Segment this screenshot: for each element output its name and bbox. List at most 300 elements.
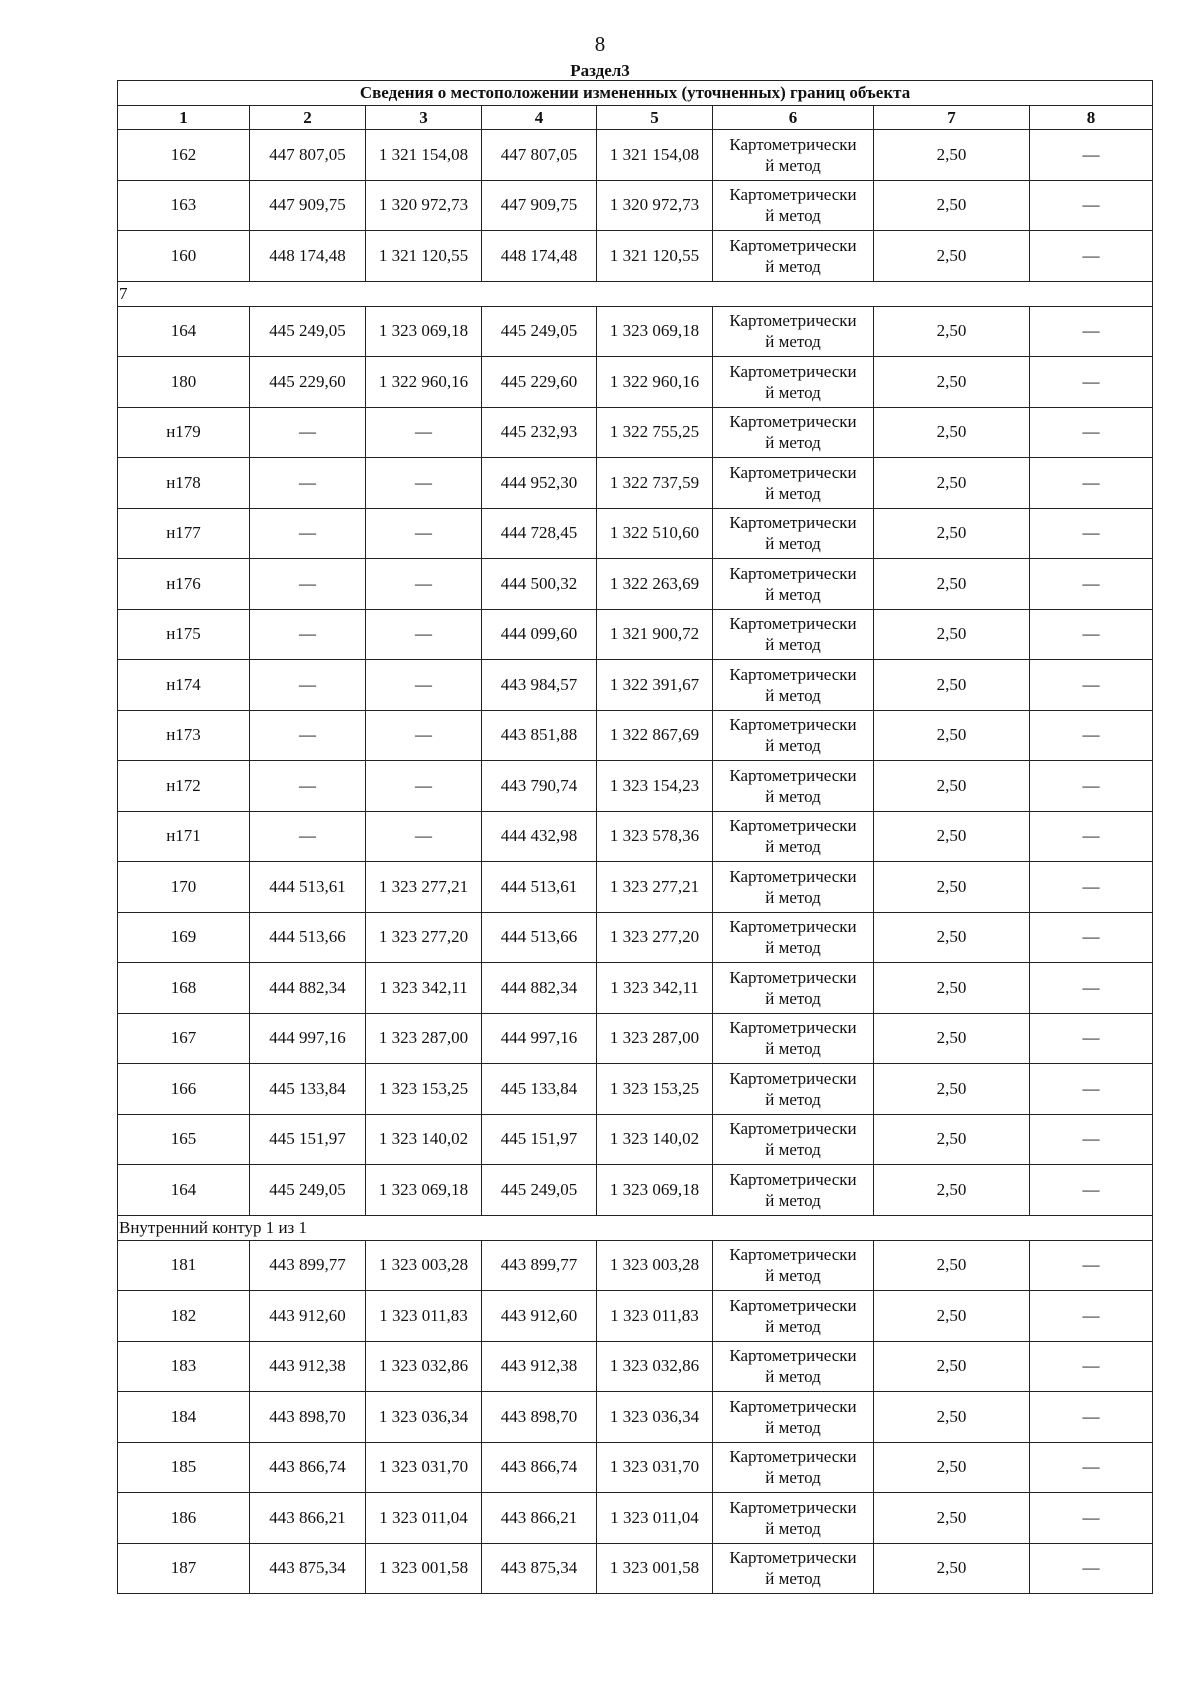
y-old-cell: 1 323 069,18 [366,306,482,357]
y-new-cell: 1 322 737,59 [597,458,713,509]
accuracy-cell: 2,50 [874,1240,1030,1291]
method-text-line2: й метод [765,635,821,655]
method-text-line1: Картометрически [729,1245,857,1265]
table-row [118,1240,1153,1291]
x-old-cell: 445 249,05 [250,306,366,357]
accuracy-cell: 2,50 [874,508,1030,559]
x-new-cell: 445 151,97 [482,1114,597,1165]
description-cell: — [1030,963,1153,1014]
point-number-cell: н171 [118,811,250,862]
point-number-cell: 183 [118,1341,250,1392]
x-new-cell: 443 790,74 [482,761,597,812]
x-old-cell: — [250,508,366,559]
method-cell [713,508,874,559]
accuracy-cell: 2,50 [874,1493,1030,1544]
y-old-cell: 1 323 069,18 [366,1165,482,1216]
description-cell: — [1030,761,1153,812]
x-old-cell: 445 229,60 [250,357,366,408]
table-title: Сведения о местоположении измененных (уточненных) границ объекта [118,81,1153,106]
y-old-cell: 1 323 011,83 [366,1291,482,1342]
method-text-line2: й метод [765,584,821,604]
description-cell: — [1030,1064,1153,1115]
point-number-cell: 163 [118,180,250,231]
description-cell: — [1030,609,1153,660]
method-cell [713,710,874,761]
y-new-cell: 1 323 154,23 [597,761,713,812]
method-cell [713,407,874,458]
y-new-cell: 1 323 031,70 [597,1442,713,1493]
method-text-line2: й метод [765,155,821,175]
table-row [118,862,1153,913]
description-cell: — [1030,1493,1153,1544]
point-number-cell: 169 [118,912,250,963]
method-text-line2: й метод [765,736,821,756]
accuracy-cell: 2,50 [874,1543,1030,1594]
x-old-cell: 443 866,21 [250,1493,366,1544]
y-old-cell: 1 323 032,86 [366,1341,482,1392]
x-old-cell: 444 882,34 [250,963,366,1014]
x-new-cell: 443 866,74 [482,1442,597,1493]
table-title-row [118,81,1153,106]
accuracy-cell: 2,50 [874,963,1030,1014]
table-body [118,130,1153,1594]
y-old-cell: — [366,559,482,610]
method-text-line1: Картометрически [729,1548,857,1568]
method-text-line2: й метод [765,256,821,276]
accuracy-cell: 2,50 [874,357,1030,408]
y-old-cell: — [366,609,482,660]
method-cell [713,811,874,862]
method-cell [713,1240,874,1291]
x-old-cell: 444 513,66 [250,912,366,963]
method-text-line2: й метод [765,1569,821,1589]
method-text-line2: й метод [765,1089,821,1109]
x-old-cell: — [250,458,366,509]
y-old-cell: 1 321 154,08 [366,130,482,181]
accuracy-cell: 2,50 [874,231,1030,282]
method-cell [713,1013,874,1064]
contour-group-label: 7 [118,281,1153,306]
method-text-line1: Картометрически [729,513,857,533]
method-text-line2: й метод [765,1417,821,1437]
method-text-line2: й метод [765,483,821,503]
point-number-cell: 164 [118,306,250,357]
method-text-line2: й метод [765,382,821,402]
table-row [118,1165,1153,1216]
x-old-cell: — [250,811,366,862]
method-text-line1: Картометрически [729,614,857,634]
accuracy-cell: 2,50 [874,710,1030,761]
x-old-cell: 443 912,38 [250,1341,366,1392]
page-number: 8 [594,32,606,56]
point-number-cell: 185 [118,1442,250,1493]
description-cell: — [1030,130,1153,181]
accuracy-cell: 2,50 [874,912,1030,963]
y-new-cell: 1 323 069,18 [597,1165,713,1216]
point-number-cell: 164 [118,1165,250,1216]
method-text-line1: Картометрически [729,311,857,331]
method-text-line2: й метод [765,837,821,857]
y-new-cell: 1 322 263,69 [597,559,713,610]
column-number-row [118,106,1153,130]
method-cell [713,1064,874,1115]
y-old-cell: — [366,710,482,761]
x-old-cell: 443 875,34 [250,1543,366,1594]
method-cell [713,180,874,231]
section-title: Раздел3 [570,61,630,80]
y-new-cell: 1 321 154,08 [597,130,713,181]
method-text-line2: й метод [765,1039,821,1059]
table-row [118,710,1153,761]
y-new-cell: 1 323 036,34 [597,1392,713,1443]
y-new-cell: 1 322 510,60 [597,508,713,559]
accuracy-cell: 2,50 [874,1064,1030,1115]
column-number: 5 [597,106,713,130]
table-row [118,1392,1153,1443]
table-row [118,559,1153,610]
x-new-cell: 444 997,16 [482,1013,597,1064]
method-text-line1: Картометрически [729,1018,857,1038]
accuracy-cell: 2,50 [874,1013,1030,1064]
table-row [118,1543,1153,1594]
method-text-line2: й метод [765,1367,821,1387]
description-cell: — [1030,1240,1153,1291]
y-new-cell: 1 323 001,58 [597,1543,713,1594]
method-text-line2: й метод [765,433,821,453]
x-new-cell: 444 513,61 [482,862,597,913]
table-row [118,407,1153,458]
y-old-cell: 1 323 342,11 [366,963,482,1014]
method-text-line1: Картометрически [729,1119,857,1139]
x-new-cell: 443 984,57 [482,660,597,711]
method-cell [713,1493,874,1544]
x-new-cell: 444 432,98 [482,811,597,862]
method-text-line1: Картометрически [729,134,857,154]
description-cell: — [1030,1543,1153,1594]
contour-group-label: Внутренний контур 1 из 1 [118,1215,1153,1240]
accuracy-cell: 2,50 [874,306,1030,357]
method-text-line2: й метод [765,887,821,907]
table-row [118,1341,1153,1392]
method-text-line2: й метод [765,1316,821,1336]
table-row [118,231,1153,282]
accuracy-cell: 2,50 [874,1341,1030,1392]
x-old-cell: — [250,761,366,812]
point-number-cell: 170 [118,862,250,913]
method-text-line1: Картометрически [729,866,857,886]
method-cell [713,761,874,812]
table-row [118,609,1153,660]
column-number: 8 [1030,106,1153,130]
method-text-line1: Картометрически [729,816,857,836]
coordinates-table [117,80,1153,1594]
description-cell: — [1030,660,1153,711]
description-cell: — [1030,1442,1153,1493]
point-number-cell: н175 [118,609,250,660]
x-old-cell: 443 899,77 [250,1240,366,1291]
x-new-cell: 445 249,05 [482,1165,597,1216]
y-new-cell: 1 323 140,02 [597,1114,713,1165]
method-text-line2: й метод [765,1140,821,1160]
method-cell [713,862,874,913]
x-old-cell: 443 898,70 [250,1392,366,1443]
method-text-line1: Картометрически [729,361,857,381]
y-old-cell: 1 323 140,02 [366,1114,482,1165]
x-new-cell: 444 952,30 [482,458,597,509]
y-new-cell: 1 323 011,04 [597,1493,713,1544]
description-cell: — [1030,458,1153,509]
method-text-line2: й метод [765,1518,821,1538]
method-text-line1: Картометрически [729,1497,857,1517]
method-cell [713,306,874,357]
description-cell: — [1030,1013,1153,1064]
description-cell: — [1030,559,1153,610]
x-new-cell: 447 807,05 [482,130,597,181]
x-new-cell: 445 229,60 [482,357,597,408]
x-old-cell: — [250,609,366,660]
y-old-cell: 1 323 031,70 [366,1442,482,1493]
x-new-cell: 445 249,05 [482,306,597,357]
column-number: 7 [874,106,1030,130]
method-cell [713,660,874,711]
method-text-line1: Картометрически [729,1169,857,1189]
point-number-cell: 181 [118,1240,250,1291]
method-text-line2: й метод [765,988,821,1008]
point-number-cell: 184 [118,1392,250,1443]
y-old-cell: — [366,407,482,458]
table-row [118,1442,1153,1493]
description-cell: — [1030,1114,1153,1165]
description-cell: — [1030,710,1153,761]
x-new-cell: 443 912,38 [482,1341,597,1392]
y-old-cell: 1 323 277,20 [366,912,482,963]
x-new-cell: 443 851,88 [482,710,597,761]
y-new-cell: 1 323 287,00 [597,1013,713,1064]
x-new-cell: 444 728,45 [482,508,597,559]
accuracy-cell: 2,50 [874,862,1030,913]
accuracy-cell: 2,50 [874,761,1030,812]
table-row [118,180,1153,231]
y-new-cell: 1 323 153,25 [597,1064,713,1115]
method-cell [713,1165,874,1216]
table-row [118,761,1153,812]
point-number-cell: н177 [118,508,250,559]
description-cell: — [1030,811,1153,862]
x-old-cell: 443 912,60 [250,1291,366,1342]
method-cell [713,458,874,509]
method-text-line1: Картометрически [729,185,857,205]
x-old-cell: 448 174,48 [250,231,366,282]
point-number-cell: н179 [118,407,250,458]
accuracy-cell: 2,50 [874,407,1030,458]
x-new-cell: 445 232,93 [482,407,597,458]
method-text-line1: Картометрически [729,1447,857,1467]
description-cell: — [1030,180,1153,231]
x-old-cell: — [250,710,366,761]
x-new-cell: 444 882,34 [482,963,597,1014]
contour-group-row [118,1215,1153,1240]
y-old-cell: 1 323 287,00 [366,1013,482,1064]
x-old-cell: 443 866,74 [250,1442,366,1493]
accuracy-cell: 2,50 [874,1291,1030,1342]
y-old-cell: 1 323 001,58 [366,1543,482,1594]
accuracy-cell: 2,50 [874,1442,1030,1493]
y-new-cell: 1 322 755,25 [597,407,713,458]
method-text-line1: Картометрически [729,235,857,255]
description-cell: — [1030,508,1153,559]
method-text-line1: Картометрически [729,765,857,785]
accuracy-cell: 2,50 [874,458,1030,509]
method-text-line1: Картометрически [729,462,857,482]
y-new-cell: 1 323 032,86 [597,1341,713,1392]
description-cell: — [1030,306,1153,357]
table-row [118,1114,1153,1165]
y-old-cell: — [366,761,482,812]
method-cell [713,963,874,1014]
x-new-cell: 443 875,34 [482,1543,597,1594]
y-old-cell: — [366,660,482,711]
accuracy-cell: 2,50 [874,811,1030,862]
method-text-line1: Картометрически [729,1396,857,1416]
x-new-cell: 444 513,66 [482,912,597,963]
y-old-cell: 1 322 960,16 [366,357,482,408]
point-number-cell: 160 [118,231,250,282]
method-cell [713,1543,874,1594]
method-text-line2: й метод [765,786,821,806]
table-row [118,1493,1153,1544]
method-cell [713,1442,874,1493]
method-text-line2: й метод [765,332,821,352]
description-cell: — [1030,1341,1153,1392]
y-old-cell: 1 323 003,28 [366,1240,482,1291]
method-text-line2: й метод [765,206,821,226]
x-new-cell: 443 898,70 [482,1392,597,1443]
description-cell: — [1030,1165,1153,1216]
description-cell: — [1030,357,1153,408]
x-old-cell: 444 513,61 [250,862,366,913]
method-cell [713,559,874,610]
y-new-cell: 1 322 391,67 [597,660,713,711]
accuracy-cell: 2,50 [874,660,1030,711]
method-text-line2: й метод [765,938,821,958]
point-number-cell: 182 [118,1291,250,1342]
x-new-cell: 447 909,75 [482,180,597,231]
x-old-cell: 445 249,05 [250,1165,366,1216]
method-cell [713,1114,874,1165]
point-number-cell: 162 [118,130,250,181]
column-number: 3 [366,106,482,130]
table-row [118,306,1153,357]
y-new-cell: 1 323 342,11 [597,963,713,1014]
accuracy-cell: 2,50 [874,180,1030,231]
accuracy-cell: 2,50 [874,1114,1030,1165]
x-old-cell: — [250,407,366,458]
method-text-line2: й метод [765,685,821,705]
method-text-line2: й метод [765,1266,821,1286]
y-new-cell: 1 320 972,73 [597,180,713,231]
point-number-cell: н174 [118,660,250,711]
method-text-line2: й метод [765,534,821,554]
x-new-cell: 443 866,21 [482,1493,597,1544]
method-text-line2: й метод [765,1468,821,1488]
accuracy-cell: 2,50 [874,1392,1030,1443]
y-new-cell: 1 323 069,18 [597,306,713,357]
method-text-line1: Картометрически [729,664,857,684]
method-text-line1: Картометрически [729,1068,857,1088]
x-new-cell: 445 133,84 [482,1064,597,1115]
point-number-cell: 187 [118,1543,250,1594]
table-row [118,912,1153,963]
x-new-cell: 443 912,60 [482,1291,597,1342]
x-new-cell: 443 899,77 [482,1240,597,1291]
method-cell [713,231,874,282]
method-cell [713,130,874,181]
x-old-cell: 447 909,75 [250,180,366,231]
table-row [118,130,1153,181]
y-old-cell: — [366,811,482,862]
x-new-cell: 444 099,60 [482,609,597,660]
method-cell [713,609,874,660]
method-cell [713,357,874,408]
y-old-cell: 1 321 120,55 [366,231,482,282]
method-text-line1: Картометрически [729,967,857,987]
x-old-cell: — [250,559,366,610]
x-old-cell: 447 807,05 [250,130,366,181]
point-number-cell: н173 [118,710,250,761]
y-new-cell: 1 323 578,36 [597,811,713,862]
accuracy-cell: 2,50 [874,1165,1030,1216]
x-new-cell: 448 174,48 [482,231,597,282]
x-new-cell: 444 500,32 [482,559,597,610]
y-old-cell: 1 320 972,73 [366,180,482,231]
table-row [118,458,1153,509]
y-new-cell: 1 323 277,21 [597,862,713,913]
x-old-cell: 445 151,97 [250,1114,366,1165]
y-new-cell: 1 323 011,83 [597,1291,713,1342]
method-cell [713,1341,874,1392]
point-number-cell: н172 [118,761,250,812]
table-row [118,811,1153,862]
y-new-cell: 1 321 120,55 [597,231,713,282]
point-number-cell: н176 [118,559,250,610]
method-text-line1: Картометрически [729,1295,857,1315]
point-number-cell: 165 [118,1114,250,1165]
column-number: 4 [482,106,597,130]
y-new-cell: 1 321 900,72 [597,609,713,660]
table-row [118,963,1153,1014]
method-text-line1: Картометрически [729,412,857,432]
contour-group-row [118,281,1153,306]
y-old-cell: 1 323 036,34 [366,1392,482,1443]
method-text-line1: Картометрически [729,917,857,937]
column-number: 1 [118,106,250,130]
column-number: 6 [713,106,874,130]
method-text-line1: Картометрически [729,715,857,735]
table-row [118,1013,1153,1064]
y-new-cell: 1 322 867,69 [597,710,713,761]
y-new-cell: 1 323 277,20 [597,912,713,963]
method-text-line1: Картометрически [729,1346,857,1366]
description-cell: — [1030,1392,1153,1443]
y-old-cell: 1 323 011,04 [366,1493,482,1544]
x-old-cell: 444 997,16 [250,1013,366,1064]
point-number-cell: н178 [118,458,250,509]
method-text-line1: Картометрически [729,563,857,583]
table-row [118,1291,1153,1342]
point-number-cell: 168 [118,963,250,1014]
x-old-cell: — [250,660,366,711]
table-row [118,357,1153,408]
